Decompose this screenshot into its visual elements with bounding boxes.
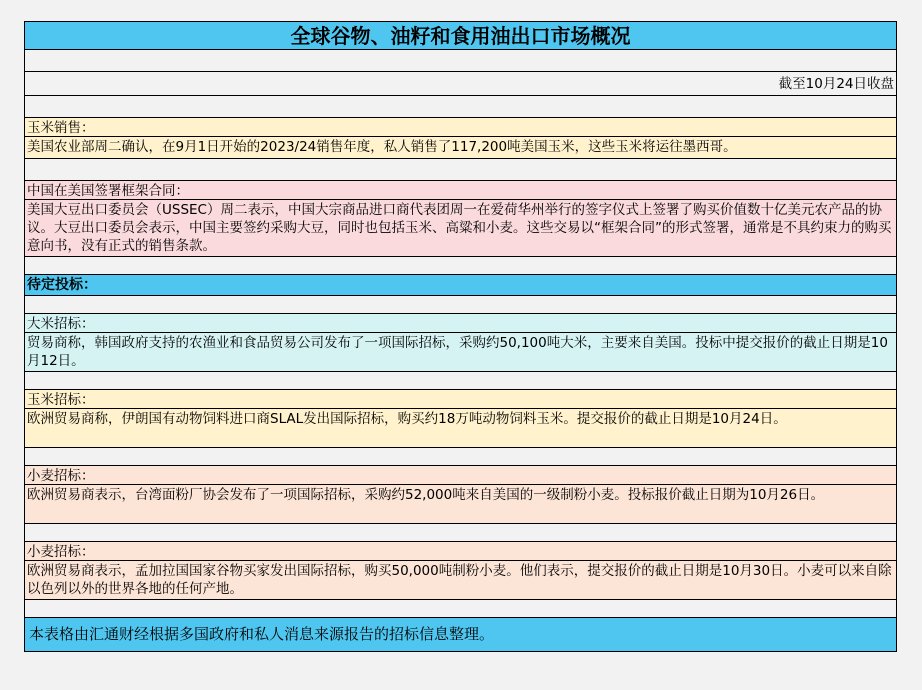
blank-row (25, 372, 896, 390)
tender-heading-wheat-bangladesh: 小麦招标： (25, 542, 896, 561)
footer-note: 本表格由汇通财经根据多国政府和私人消息来源报告的招标信息整理。 (25, 618, 896, 652)
blank-row (25, 524, 896, 542)
blank-row (25, 448, 896, 466)
blank-row (25, 600, 896, 618)
tender-heading-wheat-taiwan: 小麦招标： (25, 466, 896, 485)
tender-body-corn: 欧洲贸易商称，伊朗国有动物饲料进口商SLAL发出国际招标，购买约18万吨动物饲料玉米。提交报价的截止日期是10月24日。 (25, 409, 896, 448)
tender-body-rice: 贸易商称，韩国政府支持的农渔业和食品贸易公司发布了一项国际招标，采购约50,100吨大米，主要来自美国。投标中提交报价的截止日期是10月12日。 (25, 333, 896, 372)
tender-heading-rice: 大米招标： (25, 314, 896, 333)
blank-row (25, 96, 896, 118)
date-label: 截至10月24日收盘 (25, 72, 896, 96)
blank-row (25, 257, 896, 275)
page-title: 全球谷物、油籽和食用油出口市场概况 (25, 22, 896, 50)
news-heading-china-contract: 中国在美国签署框架合同： (25, 181, 896, 200)
news-heading-corn-sales: 玉米销售： (25, 118, 896, 137)
section-pending-tenders: 待定投标： (25, 275, 896, 296)
blank-row (25, 159, 896, 181)
blank-row (25, 296, 896, 314)
tender-heading-corn: 玉米招标： (25, 390, 896, 409)
news-body-china-contract: 美国大豆出口委员会（USSEC）周二表示，中国大宗商品进口商代表团周一在爱荷华州举行的签字仪式上签署了购买价值数十亿美元农产品的协议。大豆出口委员会表示，中国主要签约采购大豆，同时也包括玉米、高粱和小麦。这些交易以“框架合同”的形式签署，通常是不具约束力的购买意向书，没有正式的销售条款。 (25, 200, 896, 257)
news-body-corn-sales: 美国农业部周二确认，在9月1日开始的2023/24销售年度，私人销售了117,200吨美国玉米，这些玉米将运往墨西哥。 (25, 137, 896, 159)
blank-row (25, 50, 896, 72)
tender-body-wheat-taiwan: 欧洲贸易商表示，台湾面粉厂协会发布了一项国际招标，采购约52,000吨来自美国的一级制粉小麦。投标报价截止日期为10月26日。 (25, 485, 896, 524)
tender-body-wheat-bangladesh: 欧洲贸易商表示，孟加拉国国家谷物买家发出国际招标，购买50,000吨制粉小麦。他们表示，提交报价的截止日期是10月30日。小麦可以来自除以色列以外的世界各地的任何产地。 (25, 561, 896, 600)
report-sheet (24, 21, 897, 652)
